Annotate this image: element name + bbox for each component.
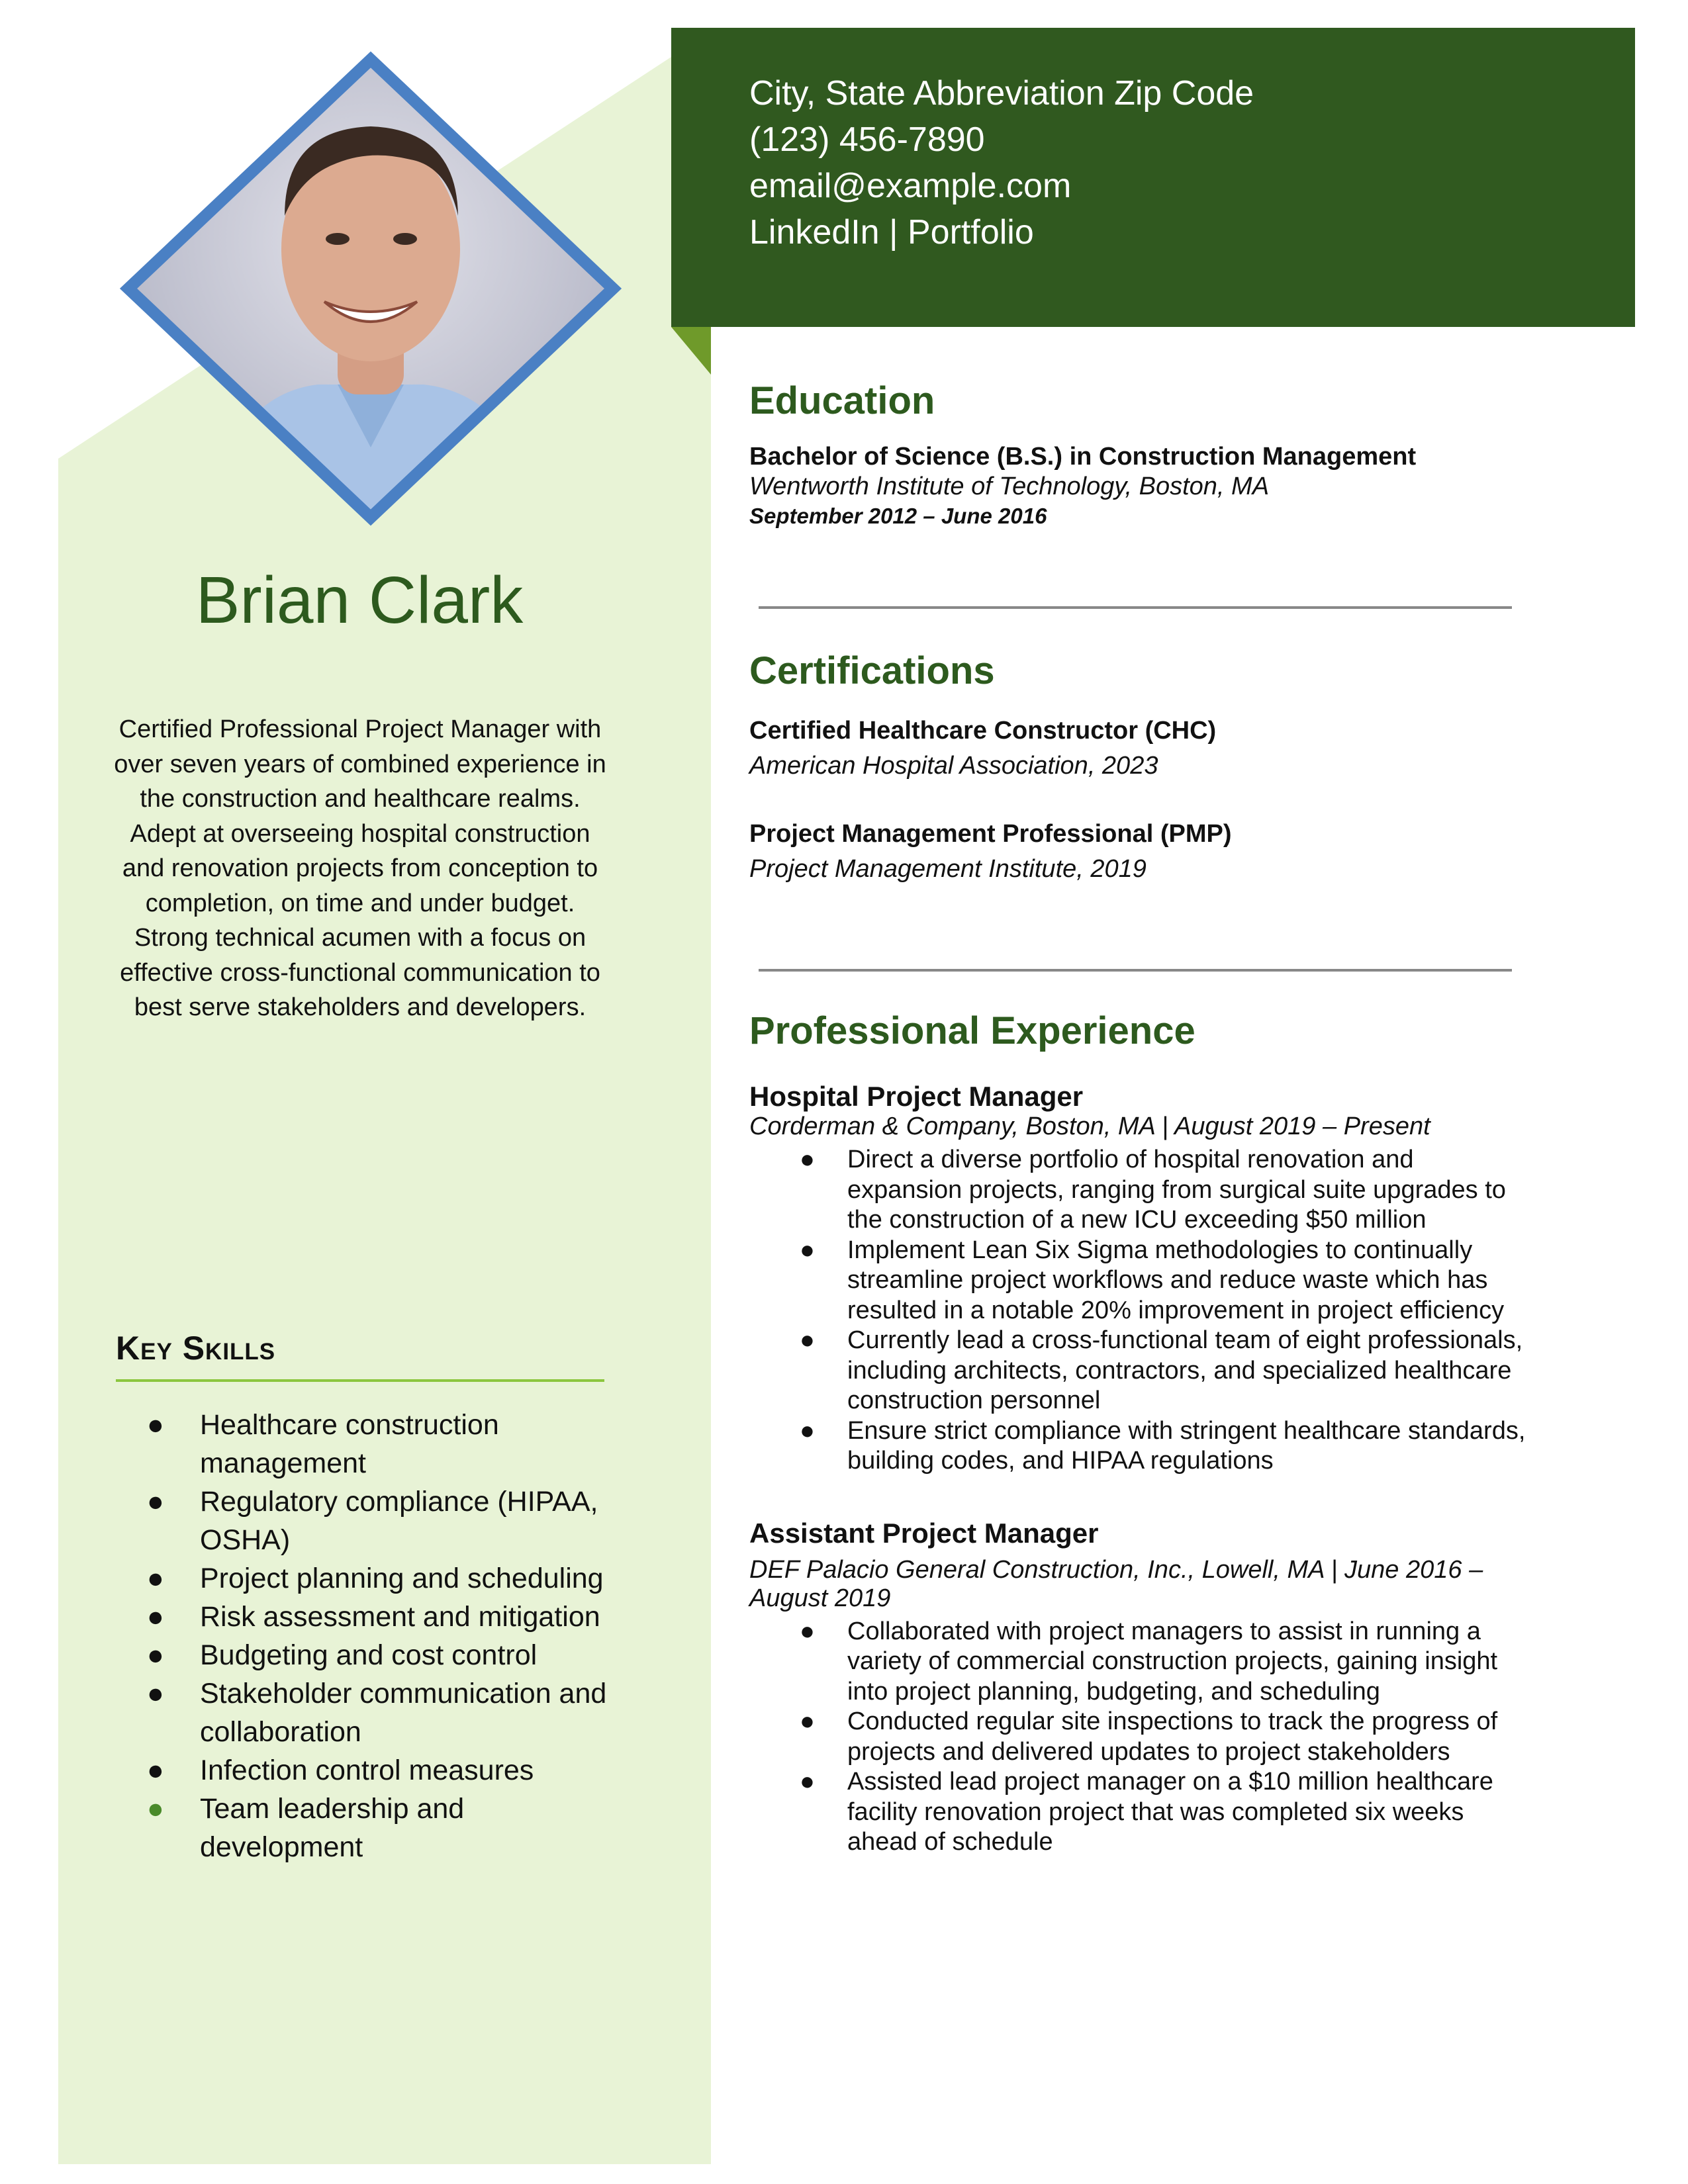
bullet-icon: ● [147,1754,164,1786]
education-degree: Bachelor of Science (B.S.) in Construction Management [749,443,1417,471]
bullet-icon: ● [147,1793,164,1825]
job-entry [749,1518,1530,1858]
job-title: Assistant Project Manager [749,1517,1099,1549]
skill-item: ● Infection control measures [147,1751,624,1790]
job-bullets [749,1145,1530,1477]
skill-item: ● Project planning and scheduling [147,1559,624,1598]
contact-links[interactable]: LinkedIn | Portfolio [749,213,1034,251]
bullet-icon: ● [800,1236,815,1264]
experience-section [749,1009,1530,1858]
profile-photo [119,50,622,527]
contact-email[interactable]: email@example.com [749,167,1072,205]
skill-item: ● Budgeting and cost control [147,1636,624,1674]
bullet-icon: ● [147,1601,164,1633]
profile-summary: Certified Professional Project Manager with over seven years of combined experience in the construction and healthcare realms. Adept at overseeing hospital construction and renovation projects from conception to completion, on time and under budget. Strong technical acumen with a focus on effective cross-functional communication to best serve stakeholders and developers. [114,715,606,1021]
bullet-icon: ● [800,1707,815,1735]
job-bullet: ● Conducted regular site inspections to track the progress of projects and delivered updates to project stakeholders [800,1707,1498,1766]
experience-heading: Professional Experience [749,1009,1196,1052]
education-section [749,379,1530,529]
job-title: Hospital Project Manager [749,1081,1084,1112]
bullet-icon: ● [800,1617,815,1645]
section-divider [759,606,1512,609]
certifications-section [749,649,1530,884]
cert-issuer: Project Management Institute, 2019 [749,855,1147,883]
education-school: Wentworth Institute of Technology, Boston, MA [749,473,1270,500]
bullet-icon: ● [800,1768,815,1796]
skill-item: ● Regulatory compliance (HIPAA, OSHA) [147,1482,624,1559]
job-bullet: ● Ensure strict compliance with stringent healthcare standards, building codes, and HIPAA regulations [800,1416,1526,1475]
bullet-icon: ● [800,1326,815,1354]
certifications-heading: Certifications [749,649,995,692]
bullet-icon: ● [147,1409,164,1441]
skill-item: ● Stakeholder communication and collaboration [147,1674,624,1751]
bullet-icon: ● [800,1146,815,1173]
section-divider [759,969,1512,972]
bullet-icon: ● [147,1563,164,1594]
bullet-icon: ● [800,1416,815,1445]
cert-issuer: American Hospital Association, 2023 [749,752,1158,780]
job-bullet: ● Implement Lean Six Sigma methodologies to continually streamline project workflows and reduce waste which has resulted in a notable 20% improvement in project efficiency [800,1236,1505,1324]
skills-heading [116,1329,275,1367]
skill-item: ● Team leadership and development [147,1790,624,1866]
skill-item: ● Risk assessment and mitigation [147,1598,624,1636]
job-meta: DEF Palacio General Construction, Inc., Lowell, MA | June 2016 – August 2019 [749,1555,1483,1612]
bullet-icon: ● [147,1678,164,1709]
cert-name: Certified Healthcare Constructor (CHC) [749,717,1217,745]
job-bullet: ● Collaborated with project managers to assist in running a variety of commercial construction projects, gaining insight into project planning, budgeting, and scheduling [800,1617,1498,1706]
contact-info [749,70,1254,255]
skills-divider [116,1379,604,1382]
skills-heading-text: Key Skills [116,1330,276,1367]
skill-item: ● Healthcare construction management [147,1406,624,1482]
education-heading: Education [749,379,935,422]
bullet-icon: ● [147,1639,164,1671]
skills-list [147,1406,624,1866]
job-bullet: ● Assisted lead project manager on a $10 million healthcare facility renovation project that was completed six weeks ahead of schedule [800,1768,1493,1856]
contact-phone[interactable]: (123) 456-7890 [749,120,985,159]
contact-location: City, State Abbreviation Zip Code [749,74,1254,113]
education-dates: September 2012 – June 2016 [749,504,1047,528]
job-bullet: ● Direct a diverse portfolio of hospital renovation and expansion projects, ranging from surgical suite upgrades to the construction of a new ICU exceeding $50 million [800,1146,1506,1234]
bullet-icon: ● [147,1486,164,1518]
candidate-name: Brian Clark [195,563,524,637]
cert-name: Project Management Professional (PMP) [749,820,1232,848]
job-entry [749,1081,1530,1477]
job-meta: Corderman & Company, Boston, MA | August 2019 – Present [749,1113,1430,1140]
job-bullet: ● Currently lead a cross-functional team of eight professionals, including architects, contractors, and specialized healthcare construction personnel [800,1326,1523,1414]
job-bullets [749,1617,1530,1858]
